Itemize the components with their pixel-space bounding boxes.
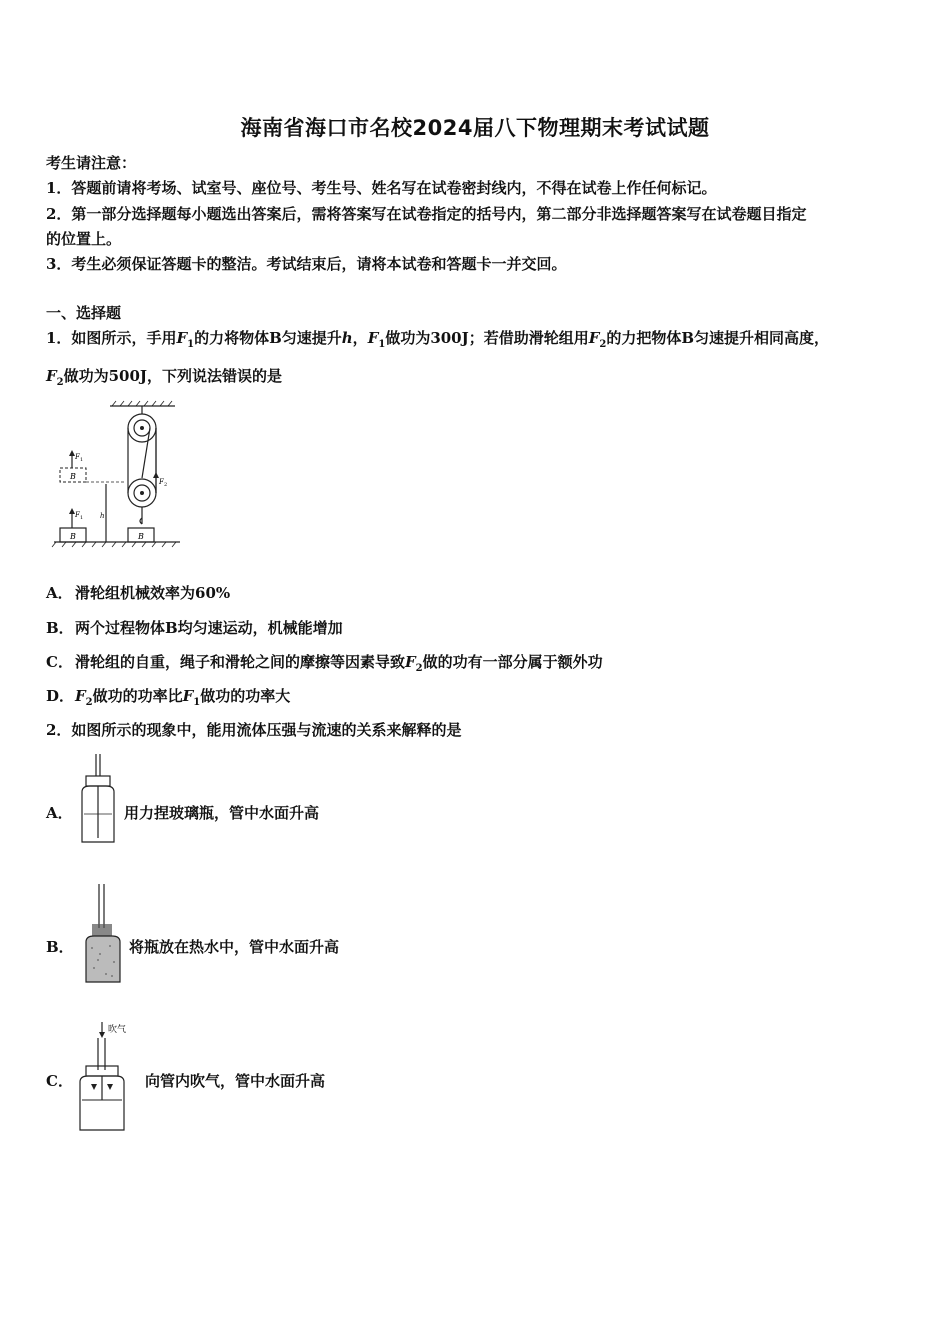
label-B-left: B [70,532,76,541]
q2-option-a-text: 用力捏玻璃瓶，管中水面升高 [124,804,320,822]
q1-option-b-label: B． [46,619,74,637]
label-B-raised: B [70,472,76,481]
q1-option-d-text: $F_2$做功的功率比$F_1$做功的功率大 [75,687,291,708]
q2-option-b-label: B． [46,938,74,956]
q2-option-a-figure [72,752,122,848]
q1-option-b-text: 两个过程物体B均匀速运动，机械能增加 [75,619,343,637]
label-F1-lower: F [75,511,80,519]
label-F1-upper: F [75,453,80,461]
page-title: 海南省海口市名校2024届八下物理期末考试试题 [240,116,710,140]
label-B-right: B [138,532,144,541]
q2-option-b-figure [80,882,126,986]
label-F1-upper-sub: 1 [80,457,84,463]
notice-item-3: 3．考生必须保证答题卡的整洁。考试结束后，请将本试卷和答题卡一并交回。 [46,255,567,273]
q1-option-d-label: D． [46,687,75,705]
label-h: h [100,512,105,520]
q2-stem: 2．如图所示的现象中，能用流体压强与流速的关系来解释的是 [46,721,462,739]
label-F1-lower-sub: 1 [80,515,84,521]
q1-pulley-figure [50,398,190,554]
q1-stem-line2: $F_2$做功为500J，下列说法错误的是 [46,367,283,388]
blow-label: 吹气 [108,1025,127,1035]
q1-stem-line1: 1．如图所示，手用$F_1$的力将物体B匀速提升h，$F_1$做功为300J；若借助滑轮组用$F_2$的力把物体B匀速提升相同高度， [46,329,830,350]
q1-option-c-label: C． [46,653,73,671]
notice-item-1: 1．答题前请将考场、试室号、座位号、考生号、姓名写在试卷密封线内，不得在试卷上作任何标记。 [46,179,717,197]
q2-option-c-label: C． [46,1072,73,1090]
q2-option-c-figure [72,1020,148,1136]
q2-option-a-label: A． [46,804,73,822]
notice-item-2: 2．第一部分选择题每小题选出答案后，需将答案写在试卷指定的括号内，第二部分非选择题答案写在试卷题目指定 [46,205,807,223]
section-heading: 一、选择题 [46,304,122,322]
label-F2-sub: 2 [164,482,168,488]
q2-option-c-text: 向管内吹气，管中水面升高 [145,1072,326,1090]
q1-option-a-label: A． [46,584,73,602]
notice-item-2-cont: 的位置上。 [46,230,122,248]
q1-option-c-text: 滑轮组的自重，绳子和滑轮之间的摩擦等因素导致$F_2$做的功有一部分属于额外功 [75,653,603,674]
label-F2: F [159,478,164,486]
q1-option-a-text: 滑轮组机械效率为60% [75,584,231,602]
notice-heading: 考生请注意： [46,154,137,172]
q2-option-b-text: 将瓶放在热水中，管中水面升高 [129,938,340,956]
